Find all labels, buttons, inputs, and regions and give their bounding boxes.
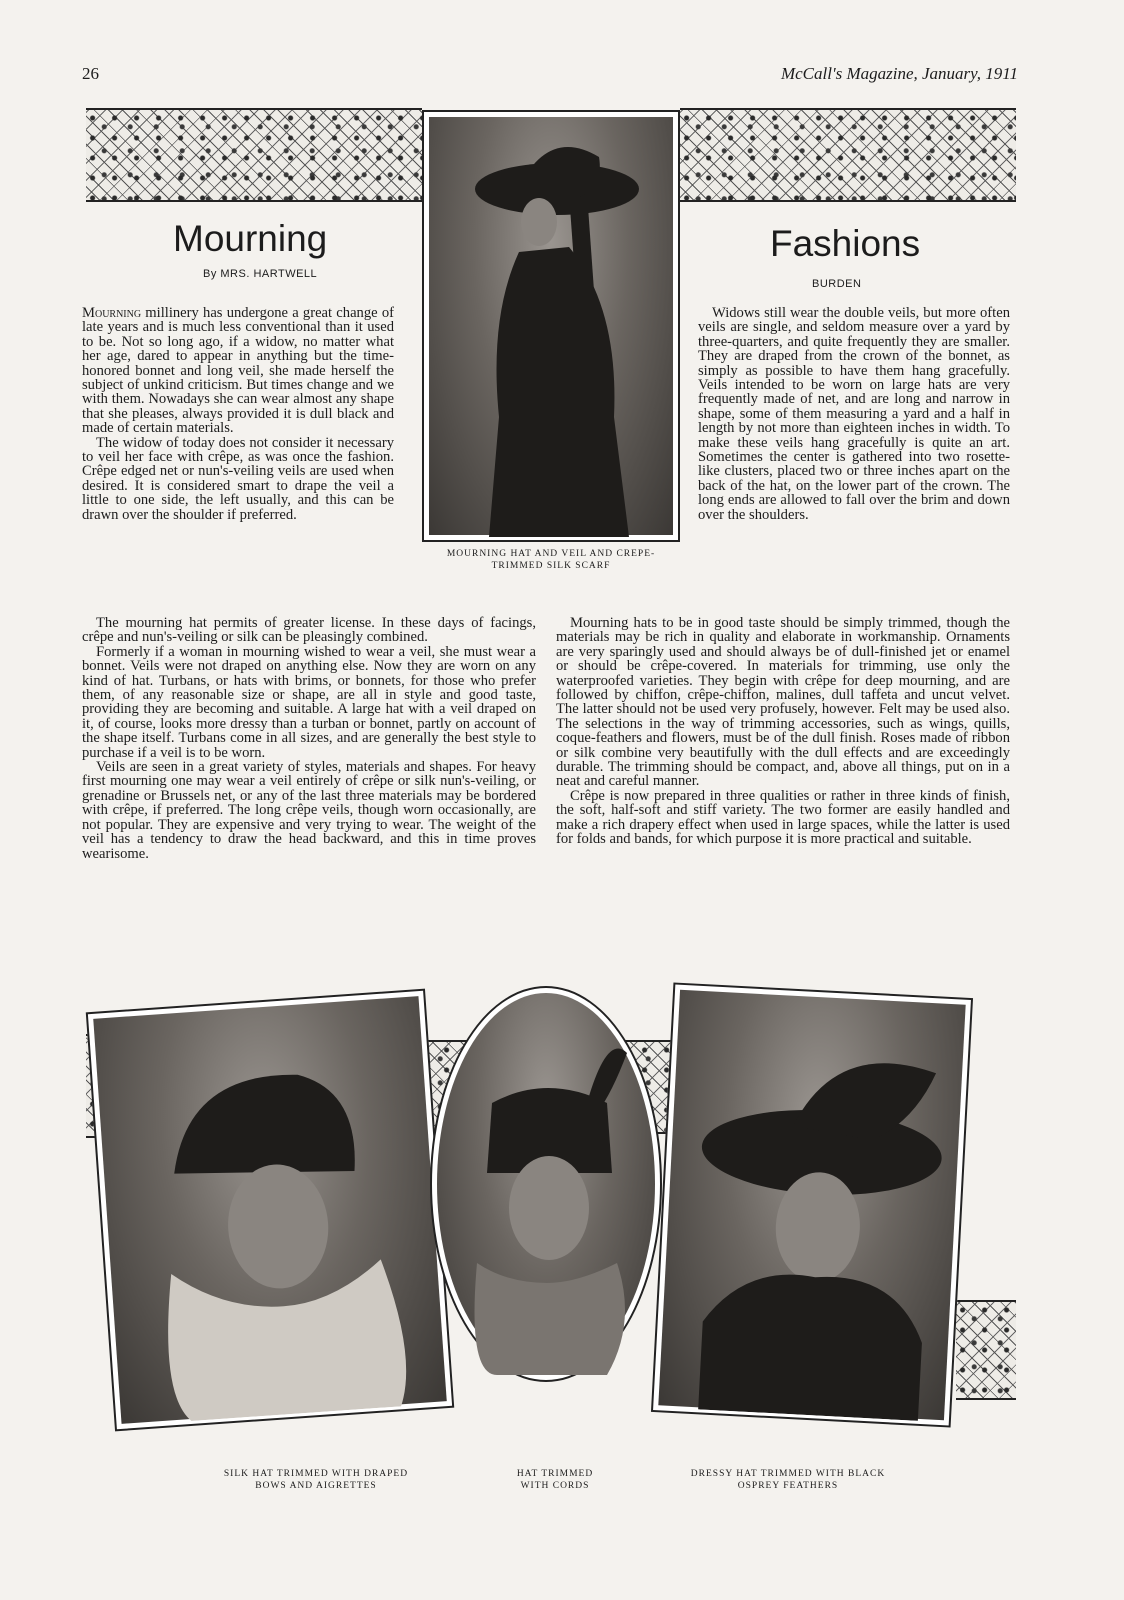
- right-paragraph-2: Mourning hats to be in good taste should be simply trimmed, though the materials may be rich in quality and elaborate in workmanship. Ornaments are very sparingly used and should always be of dull-finished jet or enamel or should be crêpe-covered. In materials for trimming, use only the waterproofed varieties. They begin with crêpe for deep mourning, and are followed by chiffon, crêpe-chiffon, malines, dull taffeta and uncut velvet. The latter should not be used very profusely, however. Felt may be used also. The selections in the way of trimming accessories, such as wings, quills, coque-feathers and flowers, must be of the dull finish. Roses made of ribbon or silk combine very beautifully with the dull effects and are exceedingly durable. The trimming should be compact, and, above all things, put on in a neat and careful manner.: [556, 615, 1010, 790]
- drop-lead-word: Mourning: [82, 305, 142, 321]
- photo-woman-mourning-hat: [429, 117, 673, 535]
- running-head: McCall's Magazine, January, 1911: [780, 64, 1018, 83]
- left-column: [82, 306, 394, 522]
- photo-hat-with-cords: [437, 993, 655, 1375]
- left-paragraph-1-text: millinery has undergone a great change of late years and is much less conventional than it used to be. Not so long ago, if a widow, no matter what her age, dared to appear in anything but the time-honored bonnet and long veil, she made herself the subject of unkind criticism. But times change and we with them. Nowadays she can wear almost any shape that she pleases, always provided it is dull black and made of certain materials.: [82, 305, 394, 437]
- ornament-band-top-right: [680, 108, 1016, 202]
- left-column-lower: [82, 616, 536, 861]
- left-paragraph-1: [82, 306, 394, 436]
- left-paragraph-2: The widow of today does not consider it necessary to veil her face with crêpe, as was once the fashion. Crêpe edged net or nun's-veiling veils are used when desired. It is considered smart to drape the veil a little to one side, the left usually, and this can be drawn over the shoulder if preferred.: [82, 434, 394, 523]
- right-paragraph-1-top: Widows still wear the double veils, but more often veils are single, and seldom measure over a yard by three-quarters, and quite frequently they are smaller. They are draped from the crown of the bonnet, as simply as possible to have them hang gracefully. Veils intended to be worn on large hats are very frequently made of net, and are long and narrow in shape, some of them measuring a yard and a half in length by not more than eighteen inches in width. To make these veils hang gracefully is quite an art. Sometimes the center is gathered into two rosette-like clusters, placed two or three inches apart on the back of the hat, on the lower part of the crown. The long ends are allowed to fall over the brim and down over the shoulders.: [698, 306, 1010, 523]
- caption-bottom-left-line2: BOWS AND AIGRETTES: [255, 1481, 377, 1491]
- caption-bottom-right-line1: DRESSY HAT TRIMMED WITH BLACK: [690, 1469, 886, 1479]
- photo-osprey-feathers-hat: [658, 990, 965, 1420]
- left-paragraph-3: The mourning hat permits of greater license. In these days of facings, crêpe and nun's-veiling or silk can be pleasingly combined.: [82, 615, 536, 646]
- right-column-lower: [556, 616, 1010, 847]
- top-photo-caption: [412, 548, 690, 572]
- bottom-photo-right: [651, 982, 973, 1427]
- byline-left: By MRS. HARTWELL: [203, 268, 318, 280]
- bottom-photo-center: [430, 986, 662, 1382]
- right-paragraph-3: Crêpe is now prepared in three qualities or rather in three kinds of finish, the soft, half-soft and stiff variety. The two former are easily handled and make a rich drapery effect when used in large spaces, while the latter is used for folds and bands, for which purpose it is more practical and suitable.: [556, 787, 1010, 848]
- caption-bottom-right-line2: OSPREY FEATHERS: [737, 1481, 839, 1491]
- caption-bottom-right: [648, 1468, 928, 1492]
- caption-bottom-center-line2: WITH CORDS: [520, 1481, 590, 1491]
- caption-bottom-center: [490, 1468, 620, 1492]
- left-paragraph-4: Formerly if a woman in mourning wished to wear a veil, she must wear a bonnet. Veils were not draped on anything else. Now they are worn on any kind of hat. Turbans, or hats with brims, or bonnets, for those who prefer them, of any reasonable size or shape, are all in style and good taste, providing they are becoming and suitable. A large hat with a veil draped on it, of course, looks more dressy than a turban or bonnet, partly on account of the shape itself. Turbans come in all sizes, and are generally the best style to purchase if a veil is to be worn.: [82, 643, 536, 761]
- caption-bottom-left-line1: SILK HAT TRIMMED WITH DRAPED: [223, 1469, 409, 1479]
- caption-bottom-center-line1: HAT TRIMMED: [516, 1469, 594, 1479]
- bottom-photo-left: [86, 989, 454, 1432]
- caption-bottom-left: [176, 1468, 456, 1492]
- photo-silk-hat: [93, 996, 447, 1424]
- right-column: [698, 306, 1010, 588]
- byline-right: BURDEN: [812, 278, 862, 290]
- title-left: Mourning: [173, 218, 328, 259]
- top-photo-caption-line2: TRIMMED SILK SCARF: [491, 561, 611, 571]
- title-right: Fashions: [770, 223, 921, 264]
- left-paragraph-5: Veils are seen in a great variety of styles, materials and shapes. For heavy first mourning one may wear a veil entirely of crêpe or silk nun's-veiling, or grenadine or Brussels net, or any of the last three materials may be bordered with crêpe, if preferred. The long crêpe veils, though worn occasionally, are not popular. They are expensive and very trying to wear. The weight of the veil has a tendency to draw the head backward, and this in time proves wearisome.: [82, 759, 536, 862]
- top-photo-caption-line1: MOURNING HAT AND VEIL AND CREPE-: [446, 549, 656, 559]
- page-number: 26: [82, 64, 99, 83]
- ornament-band-bottom-right: [956, 1300, 1016, 1400]
- ornament-band-top-left: [86, 108, 422, 202]
- top-photo: [422, 110, 680, 542]
